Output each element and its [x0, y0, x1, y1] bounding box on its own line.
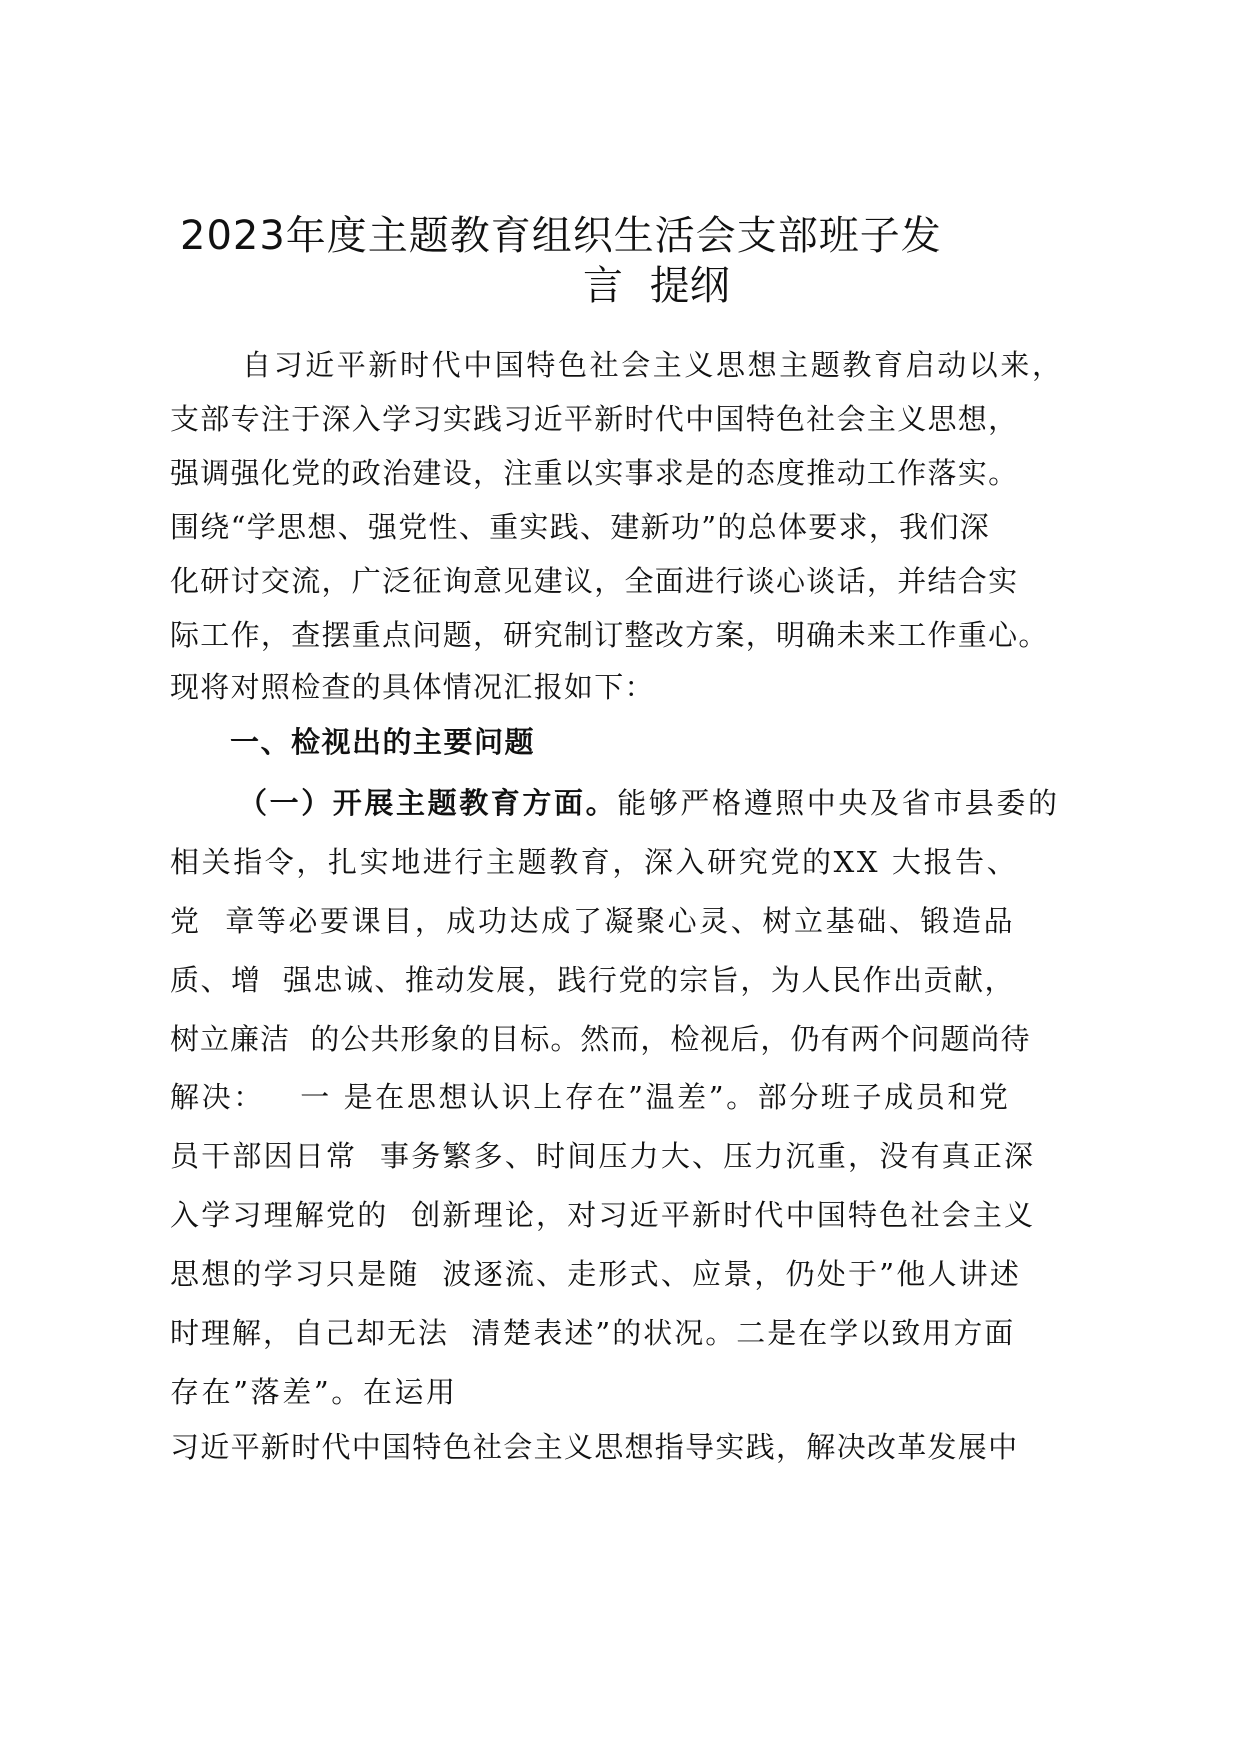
- intro-line: 强调强化党的政治建设，注重以实事求是的态度推动工作落实。: [170, 456, 1019, 490]
- subsection-line: 存在”落差”。在运用: [170, 1375, 458, 1409]
- intro-line: 自习近平新时代中国特色社会主义思想主题教育启动以来，: [242, 348, 1064, 382]
- subsection-line: 树立廉洁 的公共形象的目标。然而，检视后，仍有两个问题尚待: [170, 1022, 1031, 1056]
- subsection-line: 思想的学习只是随 波逐流、走形式、应景，仍处于”他人讲述: [170, 1257, 1022, 1291]
- subsection-line: 党 章等必要课目，成功达成了凝聚心灵、树立基础、锻造品: [170, 904, 1016, 938]
- subsection-line: 入学习理解党的 创新理论，对习近平新时代中国特色社会主义: [170, 1198, 1036, 1232]
- section-heading: 一、检视出的主要问题: [230, 725, 536, 759]
- subsection-line: 解决： 一 是在思想认识上存在”温差”。部分班子成员和党: [170, 1080, 1011, 1114]
- subsection-line: 时理解，自己却无法 清楚表述”的状况。二是在学以致用方面: [170, 1316, 1016, 1350]
- subsection-line: 相关指令，扎实地进行主题教育，深入研究党的XX 大报告、: [170, 845, 1019, 879]
- subsection-label: （一）开展主题教育方面。: [238, 786, 618, 820]
- document-title-line-1: 2023年度主题教育组织生活会支部班子发: [180, 213, 942, 259]
- intro-line: 支部专注于深入学习实践习近平新时代中国特色社会主义思想，: [170, 402, 1019, 436]
- intro-line: 围绕“学思想、强党性、重实践、建新功”的总体要求，我们深: [170, 510, 991, 544]
- subsection-first-line: [238, 781, 1060, 822]
- subsection-line: 习近平新时代中国特色社会主义思想指导实践，解决改革发展中: [170, 1430, 1019, 1464]
- subsection-line: 员干部因日常 事务繁多、时间压力大、压力沉重，没有真正深: [170, 1139, 1036, 1173]
- intro-line: 现将对照检查的具体情况汇报如下：: [170, 670, 655, 704]
- document-title-line-2: 言 提纲: [583, 263, 730, 309]
- subsection-first-text: 能够严格遵照中央及省市县委的: [617, 786, 1060, 820]
- intro-line: 化研讨交流，广泛征询意见建议，全面进行谈心谈话，并结合实: [170, 564, 1019, 598]
- subsection-line: 质、增 强忠诚、推动发展，践行党的宗旨，为人民作出贡献，: [170, 963, 1015, 997]
- intro-line: 际工作，查摆重点问题，研究制订整改方案，明确未来工作重心。: [170, 618, 1049, 652]
